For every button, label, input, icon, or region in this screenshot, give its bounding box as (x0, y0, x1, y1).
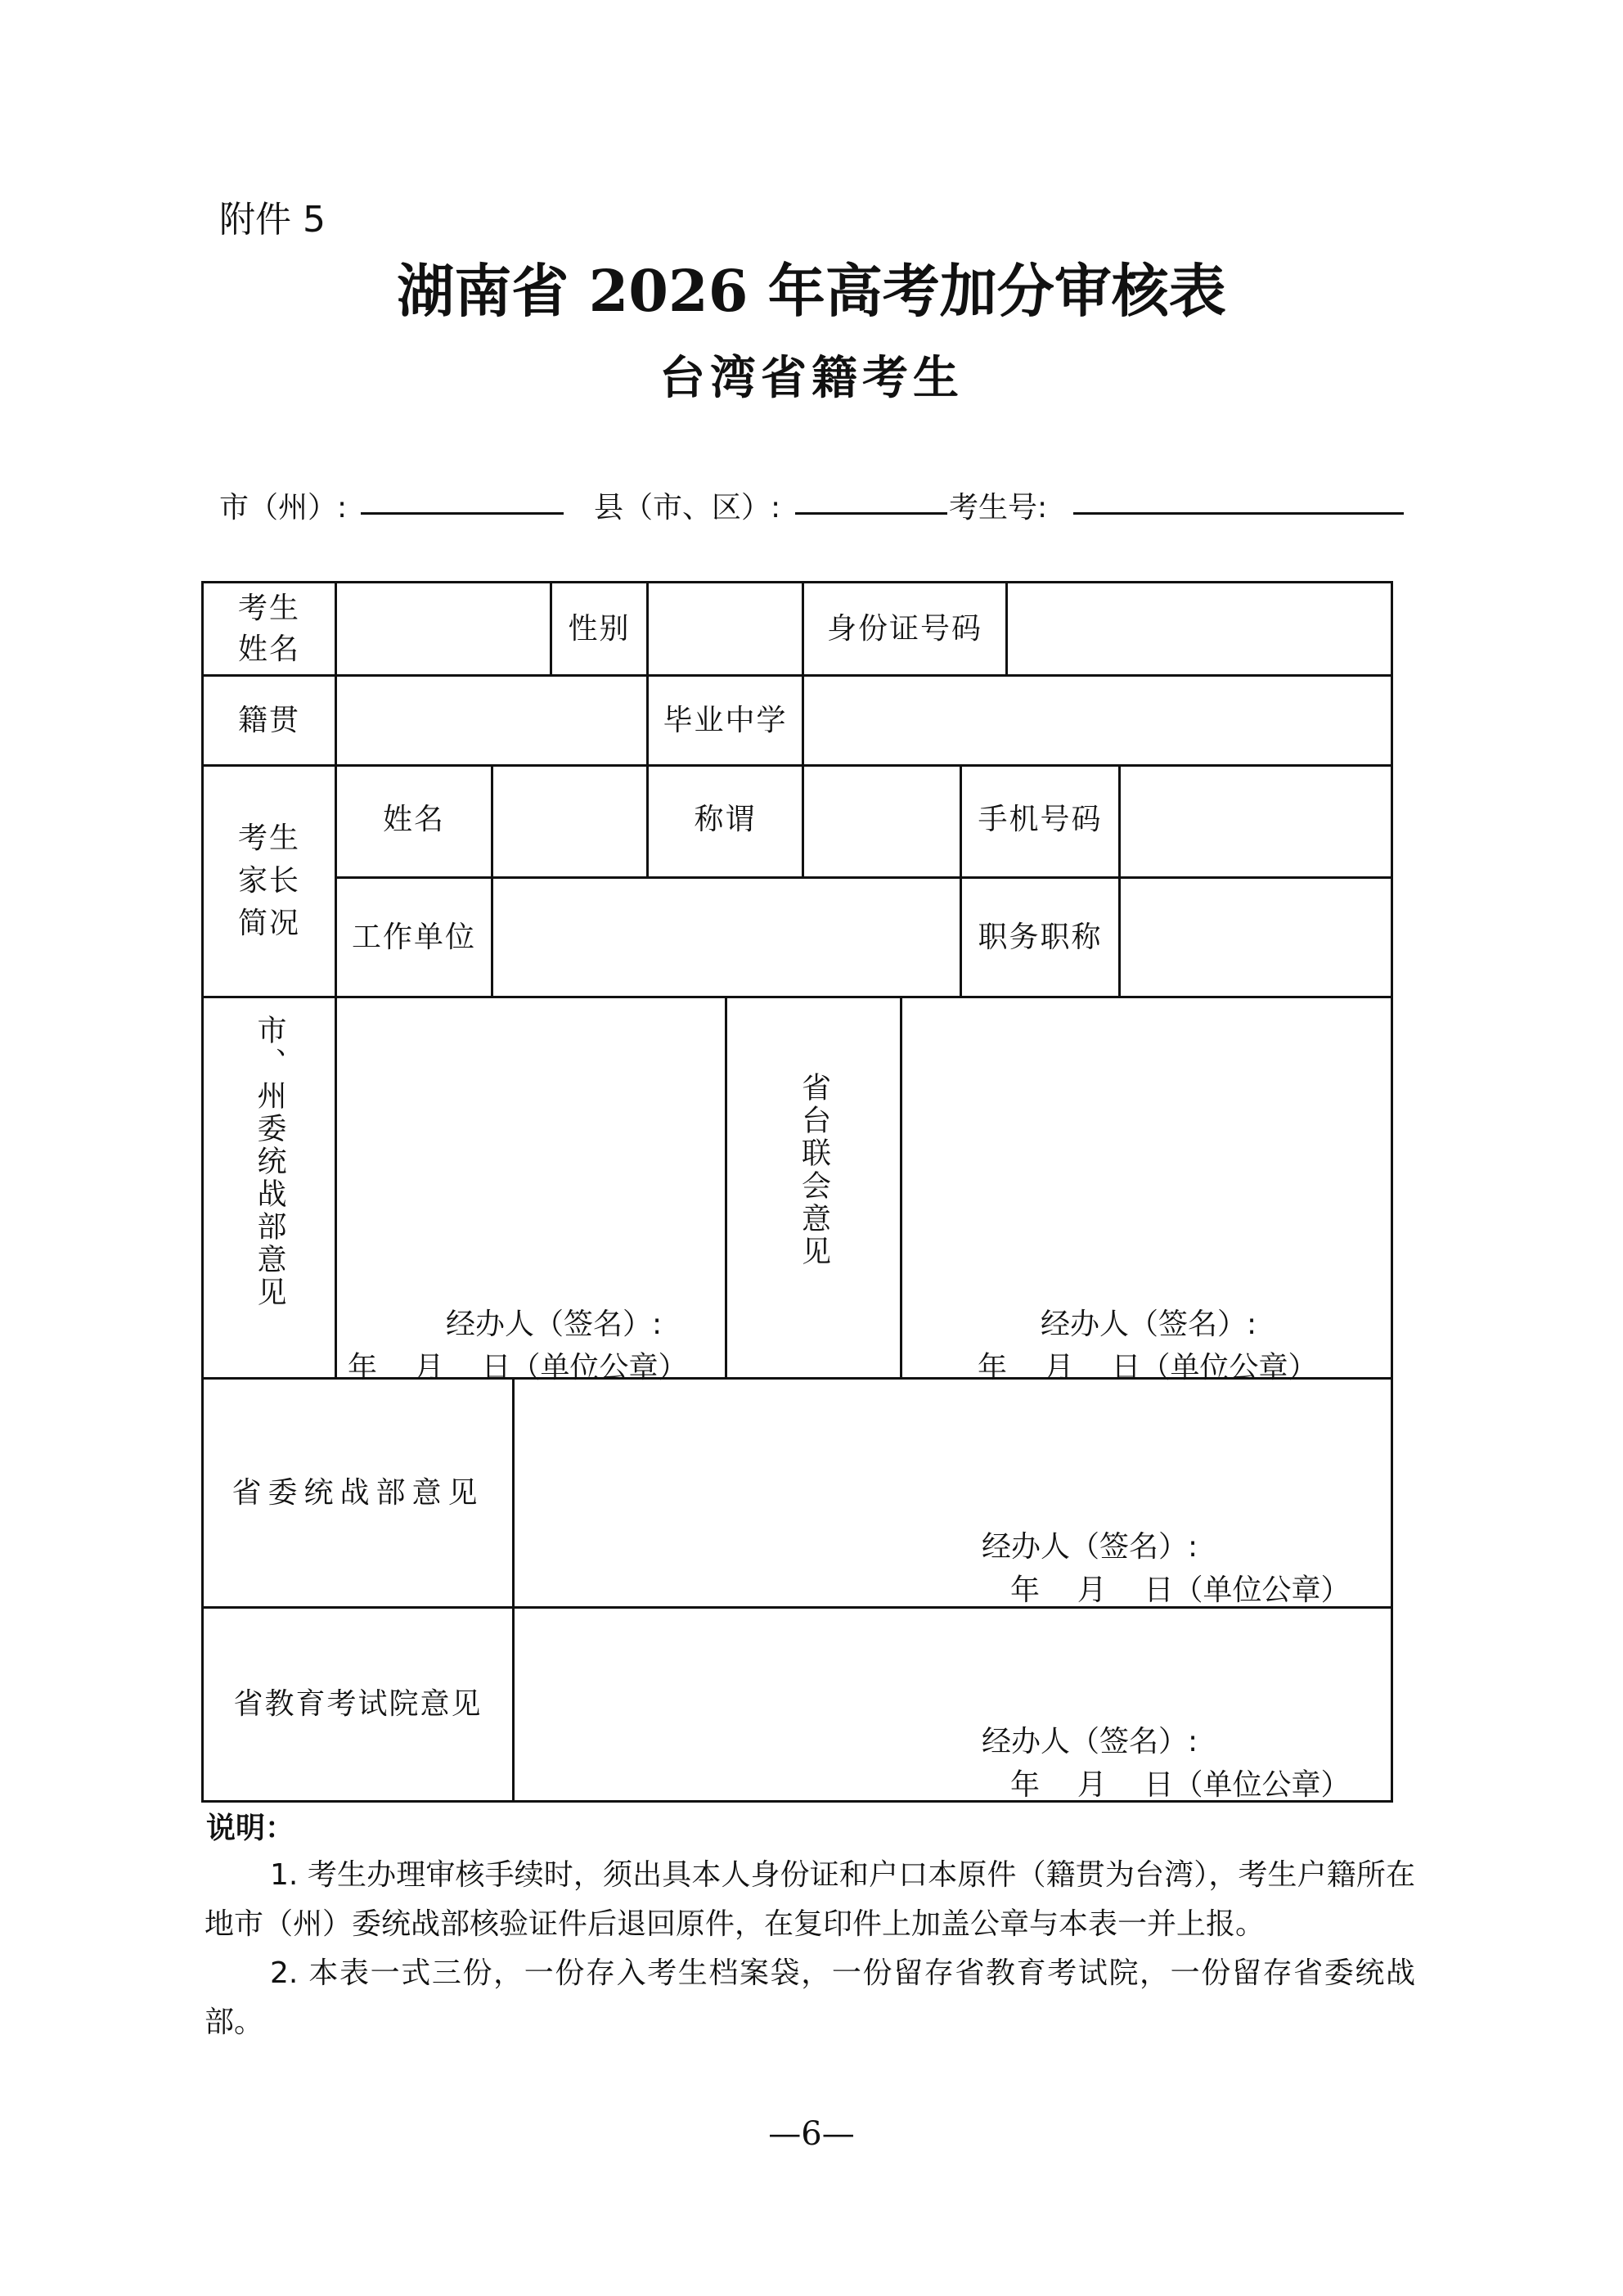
exam-authority-signer: 经办人（签名）: (982, 1725, 1198, 1758)
graduated-school-label: 毕业中学 (663, 703, 788, 737)
county-field[interactable] (795, 512, 947, 515)
student-name-label: 考生 姓名 (237, 591, 300, 666)
relation-label: 称谓 (694, 803, 757, 836)
relation-input[interactable] (804, 767, 960, 876)
parent-section-text: 考生家长简况 (237, 822, 300, 940)
parent-name-input[interactable] (493, 767, 646, 876)
native-place-label: 籍贯 (237, 703, 300, 737)
note-item-2: 2. 本表一式三份，一份存入考生档案袋，一份留存省教育考试院，一份留存省委统战部。 (205, 1956, 1415, 2039)
province-tl-label (727, 1072, 900, 1317)
id-number-label: 身份证号码 (826, 611, 982, 646)
position-label: 职务职称 (978, 920, 1103, 954)
exam-no-label: 考生号: (949, 491, 1048, 524)
page-title: 湖南省 2026 年高考加分审核表 (397, 257, 1226, 325)
province-ufwd-date-seal: 年 月 日（单位公章） (1010, 1573, 1351, 1607)
city-ufwd-date-seal: 年 月 日（单位公章） (348, 1351, 688, 1384)
county-label: 县（市、区）: (594, 491, 781, 524)
native-place-input[interactable] (337, 677, 646, 764)
province-tl-text: 省台联会意见 (797, 1072, 831, 1268)
parent-name-label: 姓名 (382, 803, 445, 836)
phone-input[interactable] (1121, 767, 1391, 876)
attachment-label: 附件 5 (219, 199, 326, 241)
province-ufwd-opinion-input[interactable] (515, 1380, 1391, 1527)
province-tl-signer: 经办人（签名）: (1041, 1308, 1257, 1341)
province-ufwd-signer: 经办人（签名）: (982, 1530, 1198, 1564)
city-ufwd-opinion-input[interactable] (337, 998, 725, 1326)
graduated-school-input[interactable] (804, 677, 1391, 764)
province-tl-date-seal: 年 月 日（单位公章） (978, 1351, 1318, 1384)
id-number-input[interactable] (1008, 583, 1391, 674)
student-name-input[interactable] (337, 583, 550, 674)
exam-no-field[interactable] (1073, 512, 1404, 515)
exam-authority-label: 省教育考试院意见 (233, 1687, 483, 1721)
page-subtitle: 台湾省籍考生 (659, 351, 964, 405)
gender-label: 性别 (568, 611, 631, 646)
parent-section-label (204, 767, 335, 996)
page-number: —6— (768, 2115, 855, 2153)
city-label: 市（州）: (219, 491, 348, 524)
city-ufwd-text: 市、州委统战部意见 (253, 1015, 286, 1309)
note-item-1: 1. 考生办理审核手续时，须出具本人身份证和户口本原件（籍贯为台湾），考生户籍所在地市（州）委统战部核验证件后退回原件，在复印件上加盖公章与本表一并上报。 (205, 1858, 1415, 1941)
exam-authority-date-seal: 年 月 日（单位公章） (1010, 1768, 1351, 1802)
work-unit-input[interactable] (493, 879, 960, 996)
position-input[interactable] (1121, 879, 1391, 996)
work-unit-label: 工作单位 (351, 920, 476, 954)
city-ufwd-signer: 经办人（签名）: (446, 1308, 663, 1341)
exam-authority-opinion-input[interactable] (515, 1609, 1391, 1715)
gender-input[interactable] (649, 583, 802, 674)
city-ufwd-label (204, 1015, 335, 1366)
city-field[interactable] (361, 512, 564, 515)
notes-heading: 说明： (206, 1812, 295, 1845)
phone-label: 手机号码 (978, 803, 1103, 836)
province-ufwd-label: 省委统战部意见 (232, 1475, 484, 1510)
province-tl-opinion-input[interactable] (902, 998, 1391, 1326)
